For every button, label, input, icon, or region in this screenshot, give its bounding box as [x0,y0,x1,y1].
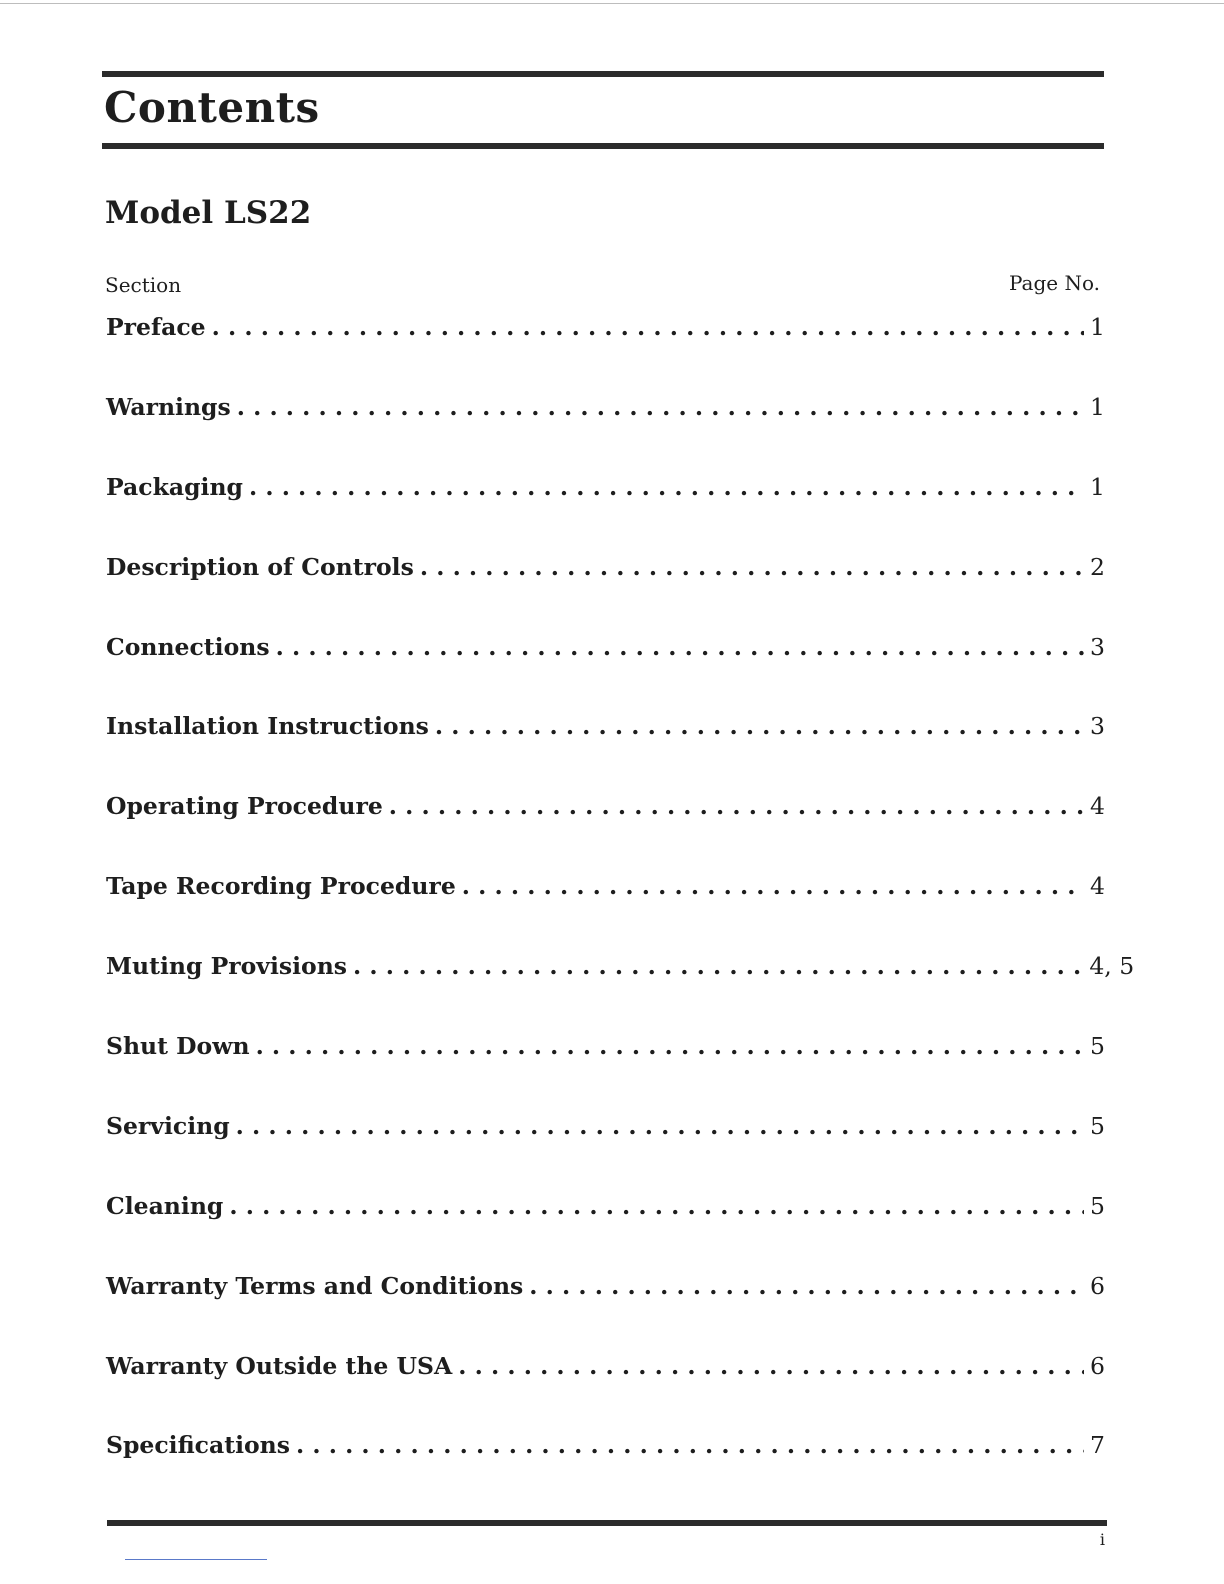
toc-entry[interactable] [106,551,1104,631]
toc-dot-leader [212,311,1084,343]
footer-page-number: i [1099,1530,1105,1549]
toc-entry[interactable] [106,311,1104,391]
toc-entry[interactable] [106,790,1104,870]
toc-entry-page: 1 [1090,472,1105,501]
toc-entry-page: 5 [1090,1191,1105,1220]
toc-entry[interactable] [106,1429,1104,1509]
toc-dot-leader [435,710,1084,742]
toc-entry-title: Tape Recording Procedure [106,872,456,901]
toc-entry-page: 4 [1090,872,1105,901]
toc-dot-leader [276,631,1084,663]
toc-dot-leader [420,551,1084,583]
toc-entry-title: Operating Procedure [106,792,383,821]
toc-entry[interactable] [106,1030,1104,1110]
toc-entry-title: Warranty Outside the USA [106,1351,453,1380]
toc-entry-title: Connections [106,632,270,661]
toc-entry-title: Warnings [106,392,231,421]
toc-entry-page: 6 [1090,1271,1105,1300]
heading-bottom-rule [102,143,1104,149]
page-column-label: Page No. [1008,271,1100,295]
toc-entry-page: 4, 5 [1089,952,1135,981]
toc-entry-title: Servicing [106,1111,230,1140]
toc-entry-title: Packaging [106,472,243,501]
toc-entry[interactable] [106,710,1104,790]
toc-entry-page: 1 [1090,313,1105,341]
toc-entry[interactable] [106,870,1104,950]
toc-dot-leader [237,391,1084,423]
toc-entry[interactable] [106,1110,1104,1190]
toc-entry-page: 1 [1090,392,1105,421]
toc-entry-page: 6 [1090,1351,1105,1380]
toc-entry-page: 5 [1090,1032,1105,1061]
page-title: Contents [104,83,320,132]
toc-entry[interactable] [106,1350,1104,1430]
footer-rule [107,1520,1107,1526]
toc-dot-leader [389,790,1084,822]
toc-entry-title: Description of Controls [106,552,414,581]
toc-entry-page: 5 [1090,1111,1105,1140]
table-of-contents [106,311,1135,1509]
toc-entry-page: 7 [1090,1431,1105,1460]
model-title: Model LS22 [105,195,312,231]
toc-entry-title: Specifications [106,1431,290,1460]
toc-entry-page: 4 [1090,792,1105,821]
toc-entry[interactable] [106,950,1135,1030]
toc-dot-leader [296,1429,1084,1461]
toc-entry-title: Preface [106,313,206,341]
toc-entry-title: Installation Instructions [106,712,429,741]
toc-dot-leader [529,1270,1084,1302]
toc-dot-leader [236,1110,1084,1142]
toc-dot-leader [249,471,1084,503]
scan-link-underline [125,1559,267,1560]
toc-entry-title: Cleaning [106,1191,224,1220]
toc-dot-leader [353,950,1083,982]
toc-dot-leader [229,1190,1084,1222]
toc-entry[interactable] [106,1190,1104,1270]
toc-entry[interactable] [106,391,1104,471]
toc-dot-leader [256,1030,1084,1062]
heading-top-rule [102,71,1104,77]
toc-entry-title: Muting Provisions [106,952,348,981]
toc-entry[interactable] [106,1270,1104,1350]
toc-entry-page: 3 [1090,632,1105,661]
toc-dot-leader [462,870,1084,902]
toc-entry-page: 2 [1090,552,1105,581]
scan-top-edge [0,3,1224,4]
section-column-label: Section [105,273,182,297]
toc-entry[interactable] [106,631,1104,711]
toc-entry-title: Warranty Terms and Conditions [106,1271,524,1300]
toc-entry-title: Shut Down [106,1032,250,1061]
toc-entry-page: 3 [1090,712,1105,741]
toc-entry[interactable] [106,471,1104,551]
toc-dot-leader [458,1350,1084,1382]
